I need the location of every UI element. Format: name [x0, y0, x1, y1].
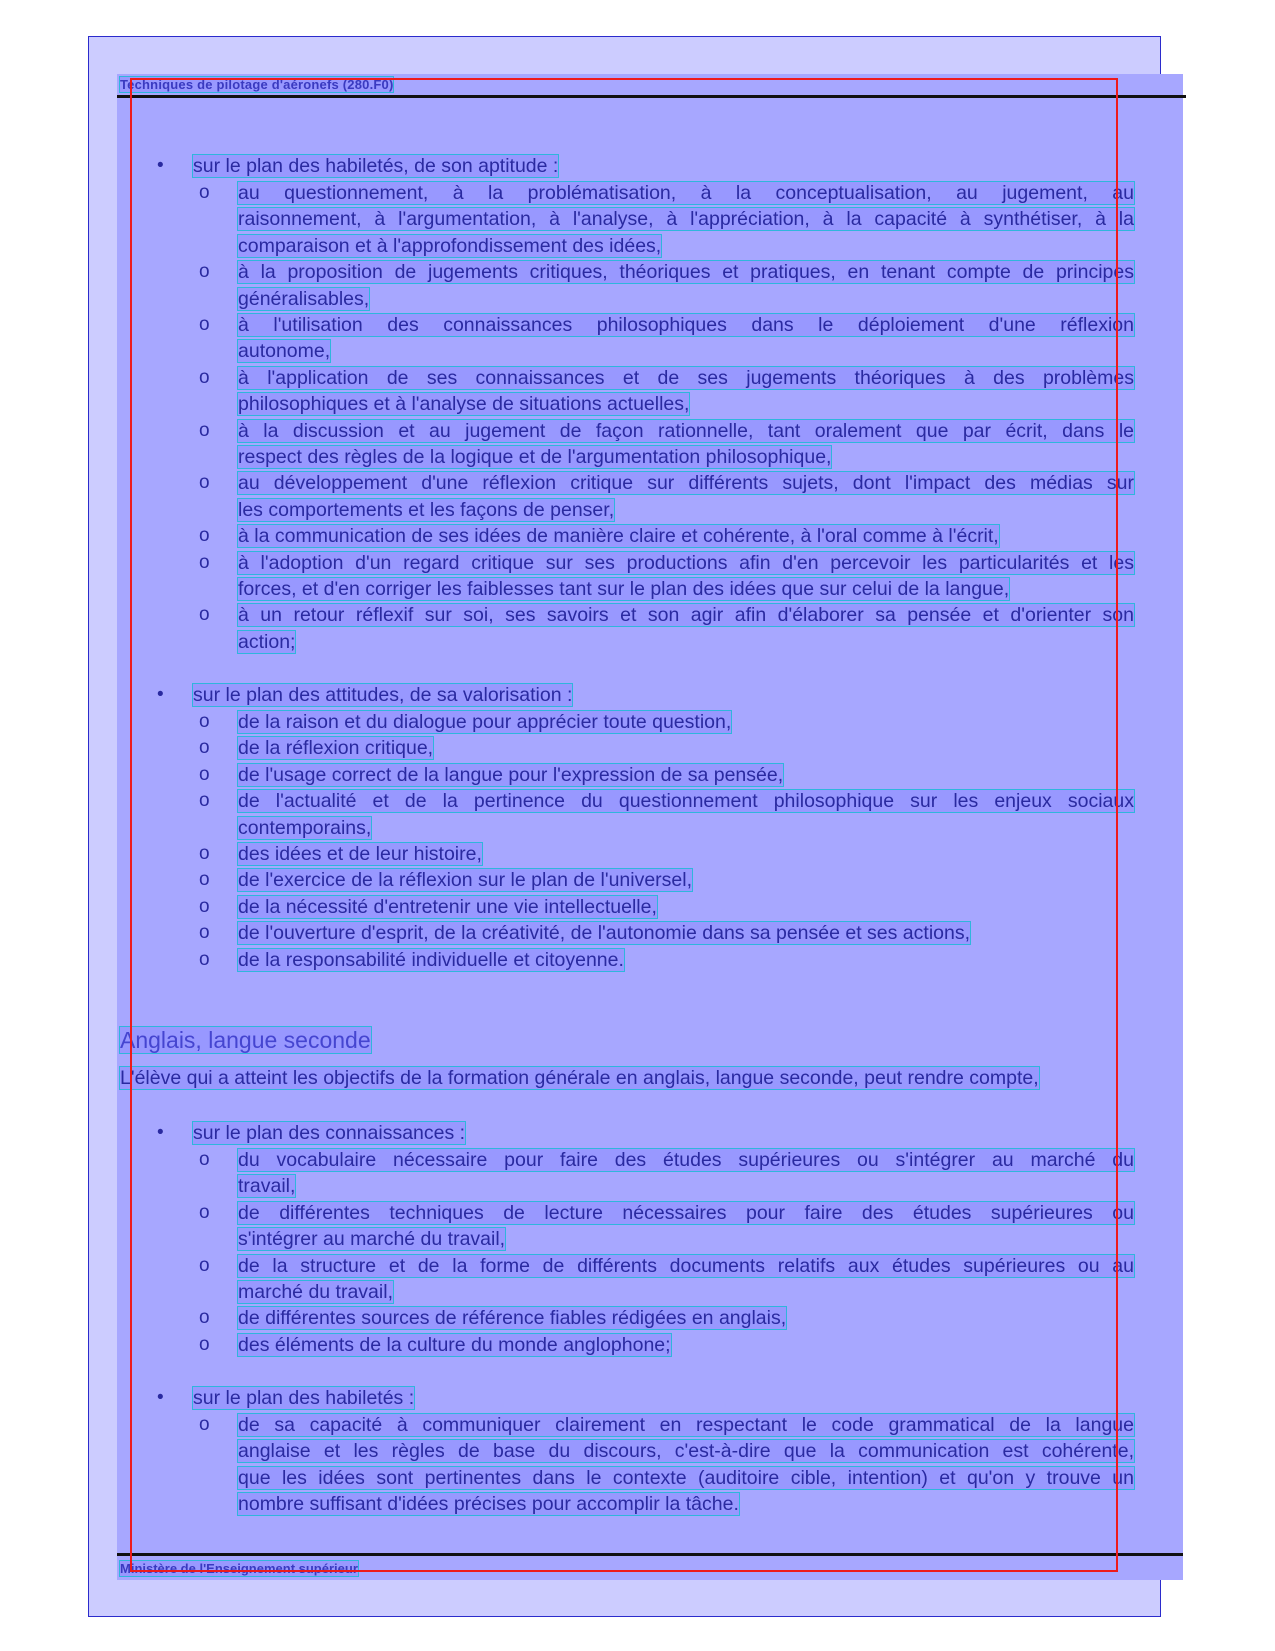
- sub-bullet-marker: o: [199, 551, 210, 573]
- list-item-line: autonome,: [238, 340, 331, 363]
- list-item-line: de la nécessité d'entretenir une vie intellectuelle,: [238, 895, 657, 918]
- list-item-line: du vocabulaire nécessaire pour faire des études supérieures ou s'intégrer au marché du: [238, 1149, 1134, 1171]
- sub-bullet-marker: o: [199, 1307, 210, 1329]
- list-item-line: marché du travail,: [238, 1281, 393, 1303]
- list-item-line: travail,: [238, 1175, 296, 1198]
- page-footer-text: Ministère de l'Enseignement supérieur: [120, 1561, 358, 1576]
- list-item-line: à l'application de ses connaissances et de ses jugements théoriques à des problèmes: [238, 366, 1134, 389]
- list-item-line: philosophiques et à l'analyse de situations actuelles,: [238, 393, 690, 416]
- sub-bullet-marker: o: [199, 261, 210, 283]
- list-item-line: des idées et de leur histoire,: [238, 843, 482, 865]
- sub-bullet-marker: o: [199, 843, 210, 864]
- list-item-line: de différentes techniques de lecture nécessaires pour faire des études supérieures ou: [238, 1201, 1134, 1224]
- list-item-line: de la raison et du dialogue pour apprécier toute question,: [238, 711, 732, 733]
- sub-bullet-marker: o: [199, 1333, 210, 1355]
- list-item-line: de l'usage correct de la langue pour l'expression de sa pensée,: [238, 763, 784, 786]
- section-intro: L'élève qui a atteint les objectifs de la formation générale en anglais, langue seconde, peut rendre compte,: [120, 1067, 1039, 1089]
- sub-bullet-marker: o: [199, 869, 210, 891]
- sub-bullet-marker: o: [199, 948, 210, 970]
- list-item-line: au développement d'une réflexion critique sur différents sujets, dont l'impact des médias sur: [238, 472, 1134, 495]
- list-item-line: à l'adoption d'un regard critique sur ses productions afin d'en percevoir les particularités et les: [238, 551, 1134, 574]
- bullet-heading: sur le plan des connaissances :: [193, 1122, 466, 1144]
- sub-bullet-marker: o: [199, 525, 210, 547]
- list-item-line: nombre suffisant d'idées précises pour accomplir la tâche.: [238, 1493, 739, 1516]
- list-item-line: forces, et d'en corriger les faiblesses tant sur le plan des idées que sur celui de la langue,: [238, 578, 1010, 600]
- sub-bullet-marker: o: [199, 922, 210, 944]
- list-item-line: de la réflexion critique,: [238, 737, 434, 760]
- list-item-line: des éléments de la culture du monde anglophone;: [238, 1333, 671, 1356]
- sub-bullet-marker: o: [199, 472, 210, 494]
- list-item-line: respect des règles de la logique et de l'argumentation philosophique,: [238, 446, 832, 468]
- list-item-line: que les idées sont pertinentes dans le contexte (auditoire cible, intention) et qu'on y trouve un: [238, 1466, 1134, 1489]
- footer-rule: [117, 1553, 1183, 1556]
- list-item-line: de sa capacité à communiquer clairement en respectant le code grammatical de la langue: [238, 1414, 1134, 1436]
- sub-bullet-marker: o: [199, 790, 210, 812]
- list-item-line: contemporains,: [238, 816, 372, 839]
- list-item-line: à la discussion et au jugement de façon rationnelle, tant oralement que par écrit, dans le: [238, 419, 1134, 442]
- section-title: Anglais, langue seconde: [120, 1027, 371, 1053]
- sub-bullet-marker: o: [199, 711, 210, 732]
- list-item-line: de différentes sources de référence fiables rédigées en anglais,: [238, 1307, 787, 1330]
- list-item-line: action;: [238, 630, 296, 653]
- list-item-line: raisonnement, à l'argumentation, à l'analyse, à l'appréciation, à la capacité à synthétiser, à la: [238, 208, 1134, 231]
- sub-bullet-marker: o: [199, 182, 210, 203]
- sub-bullet-marker: o: [199, 604, 210, 626]
- list-item-line: les comportements et les façons de penser,: [238, 498, 615, 521]
- sub-bullet-marker: o: [199, 1149, 210, 1170]
- list-item-line: de l'ouverture d'esprit, de la créativité, de l'autonomie dans sa pensée et ses actions,: [238, 922, 971, 945]
- list-item-line: au questionnement, à la problématisation, à la conceptualisation, au jugement, au: [238, 182, 1134, 204]
- sub-bullet-marker: o: [199, 763, 210, 785]
- list-item-line: de la structure et de la forme de différents documents relatifs aux études supérieures ou au: [238, 1254, 1134, 1277]
- bullet-heading: sur le plan des habiletés :: [193, 1387, 415, 1409]
- list-item-line: à la communication de ses idées de manière claire et cohérente, à l'oral comme à l'écrit,: [238, 525, 999, 548]
- list-item-line: à la proposition de jugements critiques, théoriques et pratiques, en tenant compte de principes: [238, 261, 1134, 284]
- bullet-marker: •: [157, 1122, 164, 1143]
- bullet-heading: sur le plan des attitudes, de sa valorisation :: [193, 684, 573, 706]
- sub-bullet-marker: o: [199, 1201, 210, 1223]
- list-item-line: de la responsabilité individuelle et citoyenne.: [238, 948, 624, 971]
- sub-bullet-marker: o: [199, 737, 210, 759]
- sub-bullet-marker: o: [199, 366, 210, 388]
- list-item-line: s'intégrer au marché du travail,: [238, 1228, 506, 1251]
- list-item-line: de l'actualité et de la pertinence du questionnement philosophique sur les enjeux sociaux: [238, 790, 1134, 813]
- bullet-marker: •: [157, 1387, 164, 1408]
- list-item-line: de l'exercice de la réflexion sur le plan de l'universel,: [238, 869, 693, 892]
- bullet-heading: sur le plan des habiletés, de son aptitude :: [193, 155, 559, 177]
- bullet-marker: •: [157, 684, 164, 705]
- sub-bullet-marker: o: [199, 314, 210, 335]
- page-header-title: Techniques de pilotage d'aéronefs (280.F0): [120, 77, 394, 92]
- list-item-line: généralisables,: [238, 287, 370, 310]
- list-item-line: à l'utilisation des connaissances philosophiques dans le déploiement d'une réflexion: [238, 314, 1134, 336]
- sub-bullet-marker: o: [199, 895, 210, 917]
- sub-bullet-marker: o: [199, 419, 210, 441]
- sub-bullet-marker: o: [199, 1254, 210, 1276]
- list-item-line: à un retour réflexif sur soi, ses savoirs et son agir afin d'élaborer sa pensée et d'orienter son: [238, 604, 1134, 627]
- list-item-line: comparaison et à l'approfondissement des idées,: [238, 234, 662, 257]
- list-item-line: anglaise et les règles de base du discours, c'est-à-dire que la communication est cohérente,: [238, 1440, 1134, 1463]
- bullet-marker: •: [157, 155, 164, 176]
- sub-bullet-marker: o: [199, 1414, 210, 1435]
